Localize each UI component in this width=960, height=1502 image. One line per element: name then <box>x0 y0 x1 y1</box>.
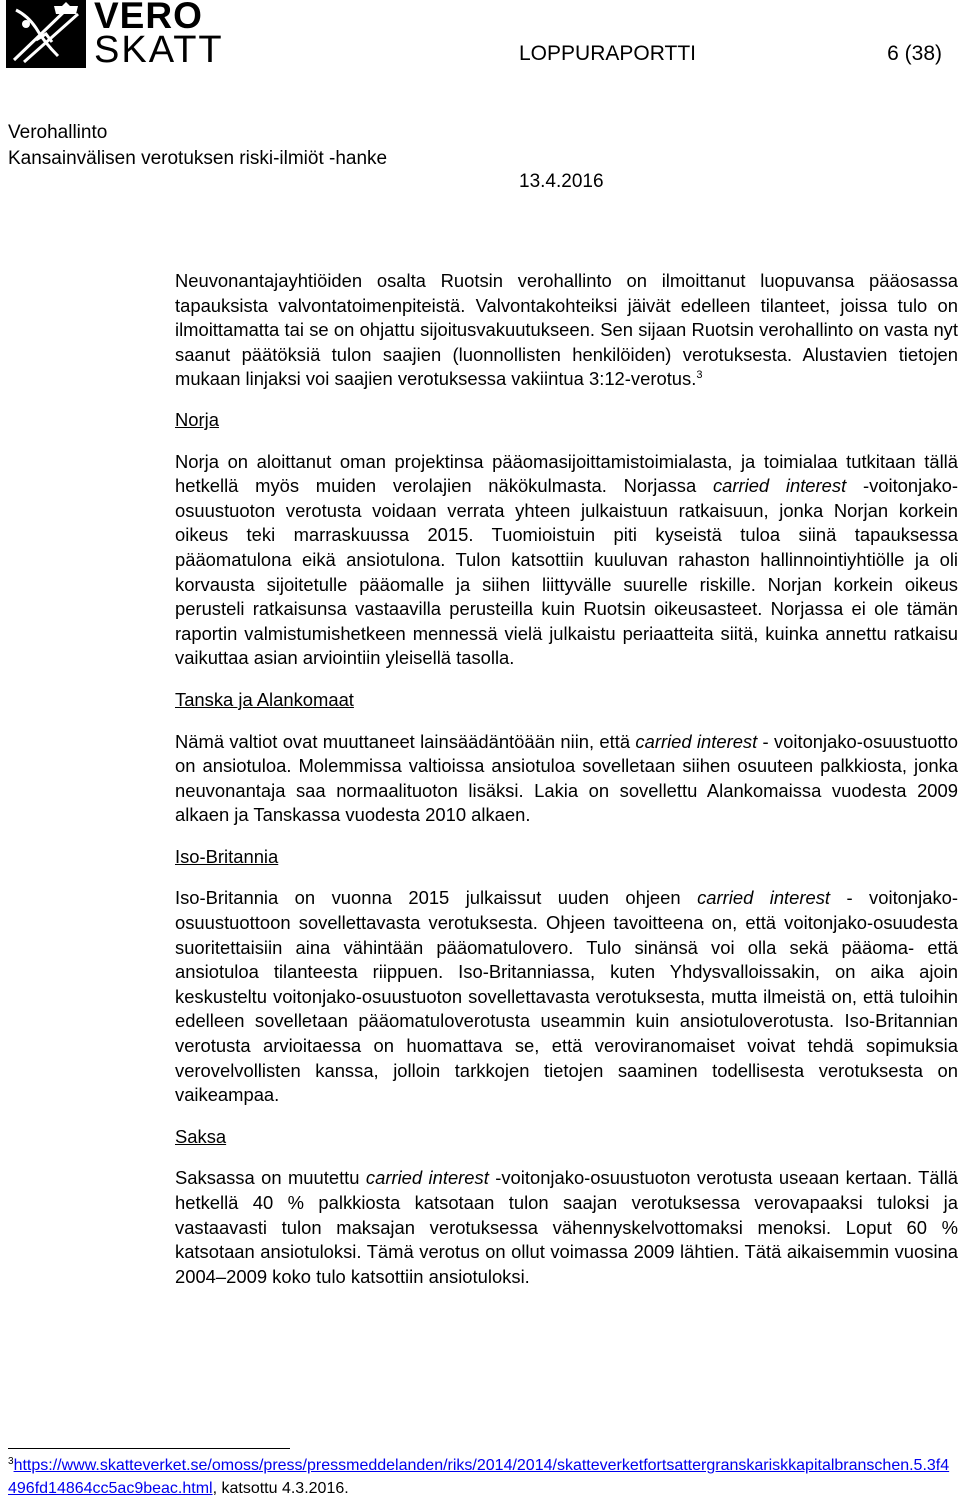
footnote-reference[interactable]: 3 <box>696 369 703 382</box>
project-name: Kansainvälisen verotuksen riski-ilmiöt -hanke <box>8 148 388 169</box>
footnote-number: 3 <box>8 1456 14 1467</box>
tanska-paragraph: Nämä valtiot ovat muuttaneet lainsäädäntöään niin, että carried interest - voitonjako-osuustuotto on ansiotuloa. Molemmissa valtioissa ansiotuloa sovelletaan siihen osuuteen palkkiosta, jonka neuvonantaja saa normaalituoton lisäksi. Lakia on sovellettu Alankomaissa vuodesta 2009 alkaen ja Tanskassa vuodesta 2010 alkaen. <box>175 730 958 826</box>
crest-emblem-icon <box>6 0 86 68</box>
intro-paragraph: Neuvonantajayhtiöiden osalta Ruotsin verohallinto on ilmoittanut luopuvansa pääosassa tapauksista valvontatoimenpiteistä. Valvontakohteiksi jäivät edelleen tilanteet, joissa tulo on ilmoittamatta tai se on ohjattu sijoitusvakuutukseen. Sen sijaan Ruotsin verohallinto on vasta nyt saanut päätöksiä tulon saajien (luonnollisten henkilöiden) verotuksesta. Alustavien tietojen mukaan linjaksi voi saajien verotuksessa vakiintua 3:12-verotus.$^3$ <box>175 270 958 390</box>
norja-paragraph: Norja on aloittanut oman projektinsa pääomasijoittamistoimialasta, ja toimialaa tutkitaan tällä hetkellä myös muiden verolajien näkökulmasta. Norjassa carried interest -voitonjako-osuustuoton verotusta voidaan verrata yhteen julkaistuun ratkaisuun, jonka Norjan korkein oikeus teki marraskuussa 2015. Tuomioistuin piti kyseistä tuloa siinä tapauksessa pääomatulona eikä ansiotulona. Tulon katsottiin kuuluvan rahaston hallinnointiyhtiölle ja oli korvausta sijoitetulle pääomalle ja siihen liittyvälle suurelle riskille. Norjan korkein oikeus perusteli ratkaisunsa vastaavilla perusteilla kuin Ruotsin oikeusasteet. Norjassa ei ole tämän raportin valmistumishetkeen mennessä vielä julkaistu periaatteita siitä, kuinka annettu ratkaisu vaikuttaa asian arviointiin yleisellä tasolla. <box>175 450 958 669</box>
logo-text-vero: VERO <box>94 0 203 36</box>
footnote-link[interactable]: https://www.skatteverket.se/omoss/press/pressmeddelanden/riks/2014/2014/skatteverketfortsattergranskariskkapitalbranschen.5.3f4496fd14864cc5ac9beac.html <box>8 1457 950 1497</box>
header-organization-block <box>8 120 387 172</box>
saksa-paragraph: Saksassa on muutettu carried interest -voitonjako-osuustuoton verotusta useaan kertaan. Tällä hetkellä 40 % palkkiosta katsotaan tulon saajan verotuksessa verovapaaksi tuloksi ja vastaavasti tulon maksajan verotuksessa vähennyskelvottomaksi menoksi. Loput 60 % katsotaan ansiotuloksi. Tämä verotus on ollut voimassa 2009 lähtien. Tätä aikaisemmin vuosina 2004–2009 koko tulo katsottiin ansiotuloksi. <box>175 1167 959 1287</box>
vero-skatt-logo <box>6 0 232 71</box>
logo-text-skatt: SKATT <box>94 29 224 71</box>
section-heading-iso-britannia: Iso-Britannia <box>175 845 279 867</box>
document-date: 13.4.2016 <box>519 171 604 192</box>
organization-name: Verohallinto <box>8 122 108 143</box>
footnote-accessed: , katsottu 4.3.2016. <box>212 1480 349 1497</box>
page-number: 6 (38) <box>887 42 942 65</box>
footnote <box>8 1454 958 1500</box>
iso-britannia-paragraph: Iso-Britannia on vuonna 2015 julkaissut uuden ohjeen carried interest - voitonjako-osuustuottoon sovellettavasta verotuksesta. Ohjeen tavoitteena on, että voitonjako-osuudesta suoritettaisiin aina vähintään pääomatulovero. Tulo sinänsä voi olla sekä pääoma- että ansiotuloa tilanteesta riippuen. Iso-Britanniassa, kuten Yhdysvalloissakin, on aika ajoin keskusteltu voitonjako-osuustuoton sovellettavasta verotuksesta, mutta ilmeistä on, että tuloihin edelleen sovelletaan pääomatuloverotusta useammin kuin ansiotuloverotusta. Iso-Britannian verotusta arvioitaessa on huomattava se, että veroviranomaiset voivat tehdä sopimuksia verovelvollisten kanssa, jolloin tarkkojen tietojen saaminen todellisesta verotuksesta on vaikeampaa. <box>175 887 958 1106</box>
section-heading-norja: Norja <box>175 408 219 430</box>
main-content <box>175 269 958 1289</box>
footnote-divider <box>8 1448 290 1449</box>
report-title: LOPPURAPORTTI <box>519 42 696 65</box>
section-heading-tanska-alankomaat: Tanska ja Alankomaat <box>175 688 354 710</box>
section-heading-saksa: Saksa <box>175 1125 227 1147</box>
